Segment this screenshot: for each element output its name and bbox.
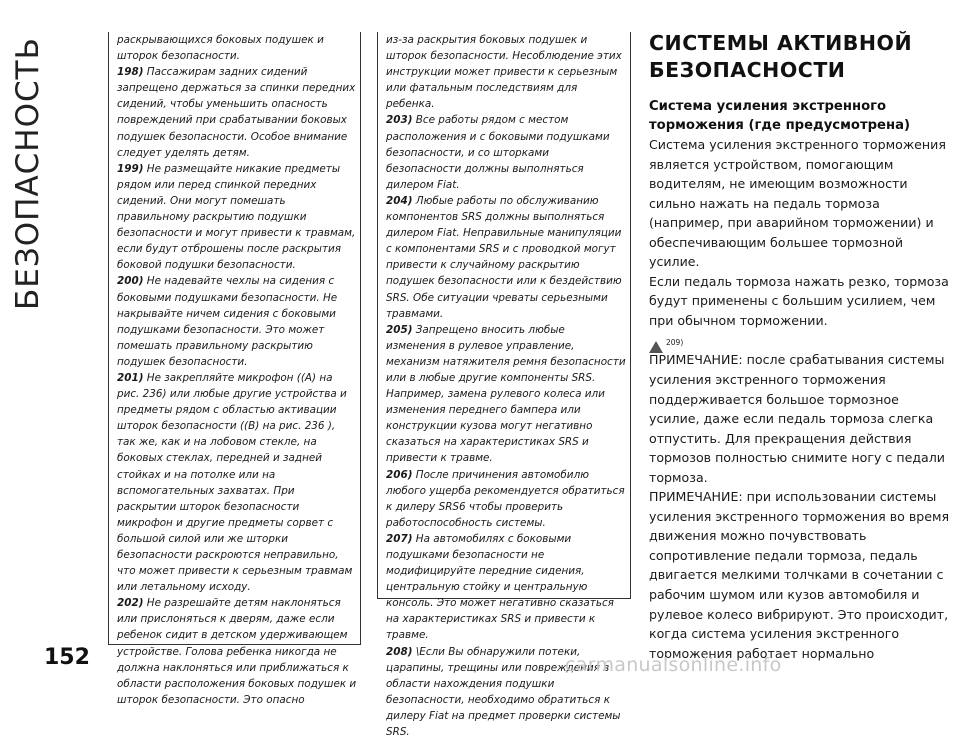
warning-text: Не разрешайте детям наклоняться или прислоняться к дверям, даже если ребенок сидит в детском удерживающем устройстве. Голова ребенка никогда не должна наклоняться или приближаться к области расположения боковых подушек и шторок безопасности. Это опасно	[117, 597, 357, 706]
body-paragraph: Система усиления экстренного торможения является устройством, помогающим водителям, не имеющим возможности сильно нажать на педаль тормоза (например, при аварийном торможении) и обеспечивающим большее тормозной усилие.	[649, 137, 946, 270]
warning-item	[117, 273, 357, 370]
warning-number: 198)	[117, 66, 144, 79]
warning-text: Пассажирам задних сидений запрещено держаться за спинки передних сидений, чтобы уменьшить опасность повреждений при срабатывании боковых подушек безопасности. Особое внимание следует уделять детям.	[117, 66, 356, 159]
warning-text: Не закрепляйте микрофон ((A) на рис. 236) или любые другие устройства и предметы рядом с областью активации шторок безопасности ((B) на рис. 236 ), так же, как и на лобовом стекле, на боковых стеклах, передней и задней стойках и на потолке или на вспомогательных захватах. При раскрытии шторок безопасности микрофон и другие предметы сорвет с большой силой или же шторки безопасности раскроются неправильно, что может привести к серьезным травмам или летальному исходу.	[117, 371, 353, 594]
warning-item	[117, 64, 357, 161]
section-title-text: БЕЗОПАСНОСТЬ	[10, 37, 46, 310]
warning-text-column-2	[386, 32, 626, 740]
warning-text: \Если Вы обнаружили потеки, царапины, трещины или повреждения в области нахождения подушки безопасности, необходимо обратиться к дилеру Fiat на предмет проверки системы SRS.	[386, 645, 621, 739]
warning-text: На автомобилях с боковыми подушками безопасности не модифицируйте передние сидения, центральную стойку и центральную консоль. Это может негативно сказаться на характеристиках SRS и привести к травме.	[386, 532, 614, 642]
warning-item	[386, 322, 626, 467]
warning-text: раскрывающихся боковых подушек и шторок безопасности.	[117, 34, 324, 63]
warning-box-column-2	[377, 32, 631, 739]
warning-reference-number: 209)	[666, 338, 684, 348]
warning-number: 199)	[117, 162, 144, 175]
warning-number: 205)	[386, 323, 413, 336]
warning-text: из-за раскрытия боковых подушек и шторок безопасности. Несоблюдение этих инструкции может привести к серьезным или фатальным последствиям для ребенка.	[386, 34, 622, 111]
warning-text: После причинения автомобилю любого ущерба рекомендуется обратиться к дилеру SRS6 чтобы проверить работоспособность системы.	[386, 468, 625, 529]
warning-reference	[649, 336, 951, 350]
page-number: 152	[44, 645, 90, 670]
warning-item	[386, 531, 626, 644]
warning-number: 204)	[386, 194, 413, 207]
subsection-heading: Система усиления экстренного торможения (где предусмотрена)	[649, 99, 911, 133]
warning-item	[386, 112, 626, 192]
warning-item	[117, 595, 357, 708]
warning-text: Не надевайте чехлы на сидения с боковыми подушками безопасности. Не накрывайте ничем сидения с боковыми подушками безопасности. Это может помешать правильному раскрытию подушек безопасности.	[117, 275, 338, 368]
main-text-column	[649, 30, 951, 663]
warning-item	[117, 32, 357, 64]
warning-number: 200)	[117, 275, 144, 288]
warning-text: Запрещено вносить любые изменения в рулевое управление, механизм натяжителя ремня безопасности или в любые другие компоненты SRS. Например, замена рулевого колеса или изменения переднего бампера или конструкции кузова могут негативно сказаться на характеристиках SRS и привести к травме.	[386, 323, 626, 465]
warning-item	[386, 193, 626, 322]
warning-text: Не размещайте никакие предметы рядом или перед спинкой передних сидений. Они могут помешать правильному раскрытию подушки безопасности и могут привести к травмам, если будут отброшены после раскрытия боковой подушки безопасности.	[117, 162, 356, 272]
warning-number: 208)	[386, 645, 413, 658]
body-paragraph: Если педаль тормоза нажать резко, тормоза будут применены с большим усилием, чем при обычном торможении.	[649, 273, 949, 328]
note-paragraph: ПРИМЕЧАНИЕ: при использовании системы усиления экстренного торможения во время движения можно почувствовать сопротивление педали тормоза, педаль двигается мелкими толчками в сочетании с рабочим шумом или кузов автомобиля и рулевое колесо вибрируют. Это происходит, когда система усиления экстренного торможения работает нормально	[649, 489, 950, 661]
warning-text: Любые работы по обслуживанию компонентов SRS должны выполняться дилером Fiat. Неправильные манипуляции с компонентами SRS и с проводкой могут привести к случайному раскрытию подушек безопасности или к бездействию SRS. Обе ситуации чреваты серьезными травмами.	[386, 194, 622, 320]
warning-number: 203)	[386, 114, 413, 127]
warning-number: 202)	[117, 597, 144, 610]
section-heading: СИСТЕМЫ АКТИВНОЙ БЕЗОПАСНОСТИ	[649, 31, 913, 82]
warning-box-column-1	[108, 32, 361, 706]
warning-item	[386, 467, 626, 531]
warning-item	[117, 161, 357, 274]
warning-item	[386, 32, 626, 112]
warning-number: 206)	[386, 468, 413, 481]
watermark: carmanualsonline.info	[565, 654, 782, 676]
note-paragraph: ПРИМЕЧАНИЕ: после срабатывания системы усиления экстренного торможения поддерживается большое тормозное усилие, даже если педаль тормоза слегка отпустить. Для прекращения действия тормозов полностью снимите ногу с педали тормоза.	[649, 352, 945, 485]
warning-item	[117, 370, 357, 595]
warning-number: 207)	[386, 532, 413, 545]
section-title-vertical	[10, 20, 50, 310]
warning-number: 201)	[117, 371, 144, 384]
warning-text: Все работы рядом с местом расположения и с боковыми подушками безопасности, и со шторками безопасности должны выполняться дилером Fiat.	[386, 114, 610, 191]
warning-text-column-1	[117, 32, 357, 708]
